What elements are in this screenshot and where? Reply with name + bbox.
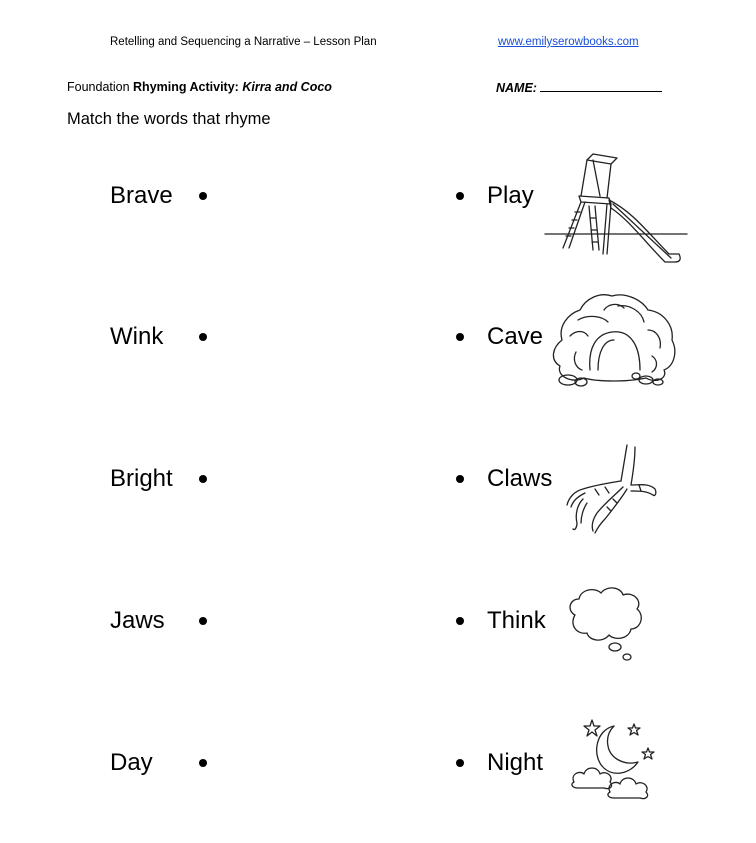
name-blank-line[interactable] <box>540 80 662 92</box>
right-word-4: Think <box>487 607 546 634</box>
left-word-2: Wink <box>110 323 164 350</box>
left-word-5: Day <box>110 749 153 776</box>
right-word-2: Cave <box>487 323 544 350</box>
name-field[interactable] <box>496 80 662 95</box>
right-match-dot-3[interactable] <box>456 475 464 483</box>
right-match-dot-4[interactable] <box>456 617 464 625</box>
lesson-plan-title: Retelling and Sequencing a Narrative – Lesson Plan <box>110 36 377 48</box>
right-word-3: Claws <box>487 465 553 492</box>
activity-prefix: Foundation <box>67 80 134 94</box>
right-match-dot-2[interactable] <box>456 333 464 341</box>
activity-label: Rhyming Activity: <box>133 80 239 94</box>
book-title: Kirra and Coco <box>242 80 332 94</box>
right-word-5: Night <box>487 749 544 776</box>
right-match-dot-5[interactable] <box>456 759 464 767</box>
left-match-dot-3[interactable] <box>199 475 207 483</box>
left-match-dot-5[interactable] <box>199 759 207 767</box>
left-match-dot-2[interactable] <box>199 333 207 341</box>
left-match-dot-1[interactable] <box>199 192 207 200</box>
bird-claw-icon <box>565 443 660 535</box>
instruction-text: Match the words that rhyme <box>67 110 271 128</box>
right-word-1: Play <box>487 182 534 209</box>
playground-slide-icon <box>545 150 690 265</box>
moon-stars-icon <box>570 718 660 802</box>
activity-heading <box>67 80 332 94</box>
name-label: NAME: <box>496 81 537 95</box>
left-word-1: Brave <box>110 182 173 209</box>
left-word-3: Bright <box>110 465 173 492</box>
left-match-dot-4[interactable] <box>199 617 207 625</box>
cave-icon <box>548 290 683 390</box>
left-word-4: Jaws <box>110 607 165 634</box>
thought-bubble-icon <box>565 585 645 665</box>
right-match-dot-1[interactable] <box>456 192 464 200</box>
website-link[interactable]: www.emilyserowbooks.com <box>498 36 639 48</box>
